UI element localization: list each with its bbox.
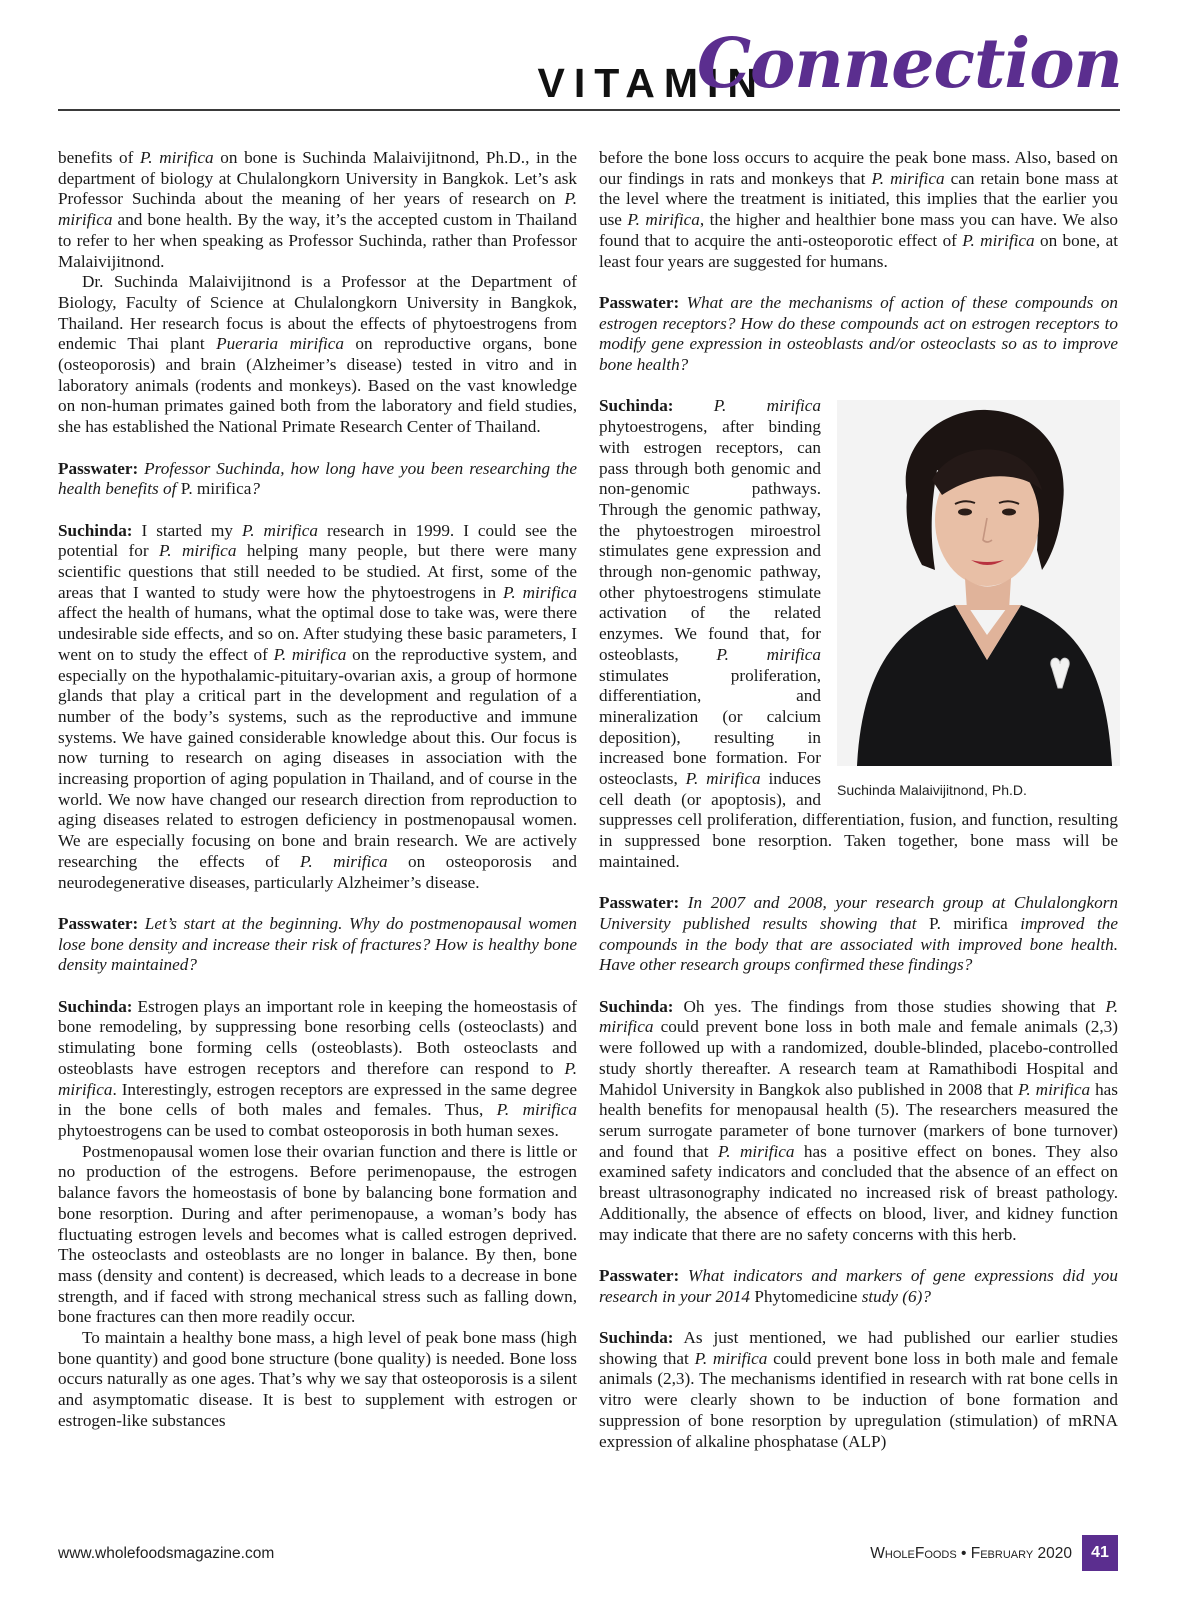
paragraph (599, 148, 1118, 272)
speaker-label: Passwater: (58, 458, 139, 478)
speaker-label: Passwater: (599, 1265, 680, 1285)
section-title: VITAMIN (537, 60, 766, 106)
page-number: 41 (1082, 1535, 1118, 1571)
text-run: has a positive effect on bones. They also examined safety indicators and concluded that the absence of an effect on breast ultrasonography indicated no increased risk of breast pathology. Additionally, the absence of effects on blood, liver, and kidney function may indicate that there are no safety concerns with this herb. (599, 1141, 1118, 1244)
header-rule (58, 109, 1120, 111)
photo-caption: Suchinda Malaivijitnond, Ph.D. (837, 782, 1027, 799)
question (58, 459, 577, 500)
speaker-label: Suchinda: (58, 520, 133, 540)
paragraph (58, 272, 577, 438)
text-run: on bone is Suchinda Malaivijitnond, Ph.D., in the department of biology at Chulalongkorn University in Bangkok. Let’s ask Professor Suchinda about the meaning of her years of research on (58, 148, 577, 209)
text-run: To maintain a healthy bone mass, a high level of peak bone mass (high bone quantity) and good bone structure (bone quality) is needed. Bone loss occurs naturally as one ages. That’s why we say that osteoporosis is a silent and asymptomatic disease. It is best to supplement with estrogen or estrogen-like substances (58, 1328, 578, 1430)
text-run: induces cell death (or apoptosis), and suppresses cell proliferation, differentiation, fusion, and function, resulting in suppressed bone resorption. Taken together, bone mass will be maintained. (599, 769, 1118, 871)
italic-text: P. mirifica (241, 520, 318, 540)
italic-text: Let’s start at the beginning. Why do postmenopausal women lose bone density and increase their risk of fractures? How is healthy bone density maintained? (58, 913, 577, 975)
italic-text: improved the compounds in the body that are associated with improved bone health. Have other research groups confirmed these findings? (599, 913, 1118, 975)
italic-text: P. mirifica (273, 644, 347, 664)
text-run: before the bone loss occurs to acquire the peak bone mass. Also, based on our findings in rats and monkeys that (599, 148, 1118, 188)
text-run: benefits of (58, 148, 140, 167)
italic-text: What indicators and markers of gene expressions did you research in your 2014 (599, 1265, 1118, 1306)
italic-text: P. mirifica (140, 148, 214, 167)
text-run: on the reproductive system, and especially on the hypothalamic-pituitary-ovarian axis, a group of hormone glands that play a critical part in the development and regulation of a number of the body’s systems, such as the reproductive and immune systems. We have gained considerable knowledge about this. Our focus is now turning to research on aging diseases in association with the increasing proportion of aging population in Thailand, and of course in the world. We now have changed our research direction from reproduction to aging diseases related to estrogen deficiency in postmenopausal women. We are especially focusing on bone and brain research. We are actively researching the effects of (58, 644, 577, 871)
text-run: could prevent bone loss in both male and female animals (2,3) were followed up with a randomized, double-blinded, placebo-controlled study shortly thereafter. A research team at Ramathibodi Hospital and Mahidol University in Bangkok also published in 2008 that (599, 1017, 1118, 1099)
answer (599, 1328, 1118, 1452)
text-run: on reproductive organs, bone (osteoporosis) and brain (Alzheimer’s disease) tested in vitro and in laboratory animals (rodents and monkeys). Based on the vast knowledge on non-human primates gained both from the laboratory and field studies, she has established the National Primate Research Center of Thailand. (58, 334, 577, 437)
text-run: stimulates proliferation, differentiation, and mineralization (or calcium deposition), resulting in increased bone formation. For osteoclasts, (599, 665, 821, 789)
footer-issue: WholeFoods • February 2020 (870, 1545, 1072, 1562)
text-run: Oh yes. The findings from those studies showing that (673, 996, 1106, 1016)
question (599, 293, 1118, 376)
text-run: P. mirifica (928, 913, 1008, 933)
paragraph (58, 1328, 577, 1432)
portrait-photo (837, 400, 1120, 766)
text-run: helping many people, but there were many scientific questions that still needed to be studied. At first, some of the areas that I wanted to study were how the phytoestrogens in (58, 541, 577, 602)
italic-text: study (6)? (857, 1286, 931, 1306)
italic-text: P. mirifica (962, 230, 1035, 250)
answer (58, 997, 577, 1142)
text-run: I started my (132, 520, 242, 540)
question (58, 914, 577, 976)
italic-text: P. mirifica (58, 189, 577, 230)
text-run: can retain bone mass at the level where the treatment is initiated, this implies that the earlier you use (599, 168, 1118, 230)
question (599, 893, 1118, 976)
italic-text: P. mirifica (496, 1100, 577, 1120)
italic-text: P. mirifica (503, 582, 577, 602)
paragraph (58, 1142, 577, 1328)
italic-text: P. mirifica (716, 644, 821, 664)
italic-text: P. mirifica (58, 1058, 577, 1099)
question (599, 1266, 1118, 1307)
italic-text: P. mirifica (159, 541, 237, 561)
answer (599, 997, 1118, 1245)
section-title-script: Connection (696, 24, 1122, 104)
italic-text: P. mirifica (627, 210, 700, 230)
footer-website-link[interactable]: www.wholefoodsmagazine.com (58, 1545, 275, 1562)
paragraph (58, 148, 577, 272)
speaker-label: Suchinda: (599, 396, 674, 416)
text-run: could prevent bone loss in both male and female animals (2,3). The mechanisms identified in research with rat bone cells in vitro were clearly shown to be induction of bone formation and suppression of bone resorption by upregulation (stimulation) of mRNA expression of alkaline phosphatase (ALP) (599, 1348, 1118, 1451)
italic-text: Professor Suchinda, how long have you been researching the health benefits of (58, 458, 577, 499)
text-run: on bone, at least four years are suggested for humans. (599, 230, 1118, 271)
text-run: P. mirifica (180, 479, 252, 499)
italic-text: P. mirifica (694, 1348, 768, 1368)
italic-text: P. mirifica (871, 168, 945, 188)
speaker-label: Suchinda: (58, 996, 133, 1016)
text-run: Estrogen plays an important role in keeping the homeostasis of bone remodeling, by suppressing bone resorbing cells (osteoclasts) and stimulating bone forming cells (osteoblasts). Both osteoclasts and osteoblasts have estrogen receptors and therefore can respond to (58, 996, 577, 1078)
text-run: phytoestrogens, after binding with estrogen receptors, can pass through both genomic and non-genomic pathways. Through the genomic pathway, the phytoestrogen miroestrol stimulates gene expression and through non-genomic pathway, other phytoestrogens stimulate activation of the related enzymes. We found that, for osteoblasts, (599, 417, 821, 664)
italic-text: P. mirifica (713, 396, 821, 416)
right-column (599, 148, 1118, 1452)
text-run: . Interestingly, estrogen receptors are expressed in the same degree in the bone cells of both males and females. Thus, (58, 1079, 577, 1120)
text-run: Dr. Suchinda Malaivijitnond is a Professor at the Department of Biology, Faculty of Science at Chulalongkorn University in Bangkok, Thailand. Her research focus is about the effects of phytoestrogens from endemic Thai plant (58, 272, 577, 354)
speaker-label: Suchinda: (599, 996, 674, 1016)
text-run (674, 396, 714, 415)
left-column (58, 148, 577, 1432)
answer (58, 521, 577, 894)
italic-text: ? (251, 479, 260, 499)
speaker-label: Suchinda: (599, 1327, 674, 1347)
text-run: has health benefits for menopausal health (5). The researchers measured the serum surrogate parameter of bone turnover (markers of bone turnover) and found that (599, 1079, 1118, 1161)
speaker-label: Passwater: (599, 893, 680, 913)
portrait-figure (837, 400, 1120, 798)
italic-text: P. mirifica (718, 1141, 795, 1161)
text-run: As just mentioned, we had published our earlier studies showing that (599, 1327, 1118, 1368)
text-run: , the higher and healthier bone mass you can have. We also found that to acquire the anti-osteoporotic effect of (599, 210, 1118, 250)
text-run: on osteoporosis and neurodegenerative diseases, particularly Alzheimer’s disease. (58, 851, 577, 892)
italic-text: Pueraria mirifica (216, 334, 344, 354)
text-run: affect the health of humans, what the optimal dose to take was, were there undesirable side effects, and so on. After studying these basic parameters, I went on to study the effect of (58, 603, 577, 664)
italic-text: In 2007 and 2008, your research group at Chulalongkorn University published results showing that (599, 893, 1118, 933)
italic-text: P. mirifica (599, 996, 1118, 1037)
italic-text: P. mirifica (300, 851, 388, 871)
text-run: phytoestrogens can be used to combat osteoporosis in both human sexes. (58, 1120, 559, 1140)
text-run: Phytomedicine (754, 1286, 858, 1306)
text-run: and bone health. By the way, it’s the accepted custom in Thailand to refer to her when speaking as Professor Suchinda, rather than Professor Malaivijitnond. (58, 210, 577, 271)
text-run: Postmenopausal women lose their ovarian function and there is little or no production of the estrogens. Before perimenopause, the estrogen balance favors the homeostasis of bone by balancing bone formation and bone resorption. During and after perimenopause, a woman’s body has fluctuating estrogen levels and becomes what is called estrogen deprived. The osteoclasts and osteoblasts are no longer in balance. By then, bone mass (density and content) is decreased, which leads to a decrease in bone strength, and if faced with strong mechanical stress such as falling down, bone fractures can then more readily occur. (58, 1141, 577, 1327)
italic-text: What are the mechanisms of action of these compounds on estrogen receptors? How do these compounds act on estrogen receptors to modify gene expression in osteoblasts and/or osteoclasts so as to improve bone health? (599, 292, 1118, 375)
speaker-label: Passwater: (599, 292, 680, 312)
italic-text: P. mirifica (1018, 1079, 1091, 1099)
speaker-label: Passwater: (58, 913, 139, 933)
italic-text: P. mirifica (685, 769, 761, 789)
text-run: research in 1999. I could see the potential for (58, 520, 577, 561)
